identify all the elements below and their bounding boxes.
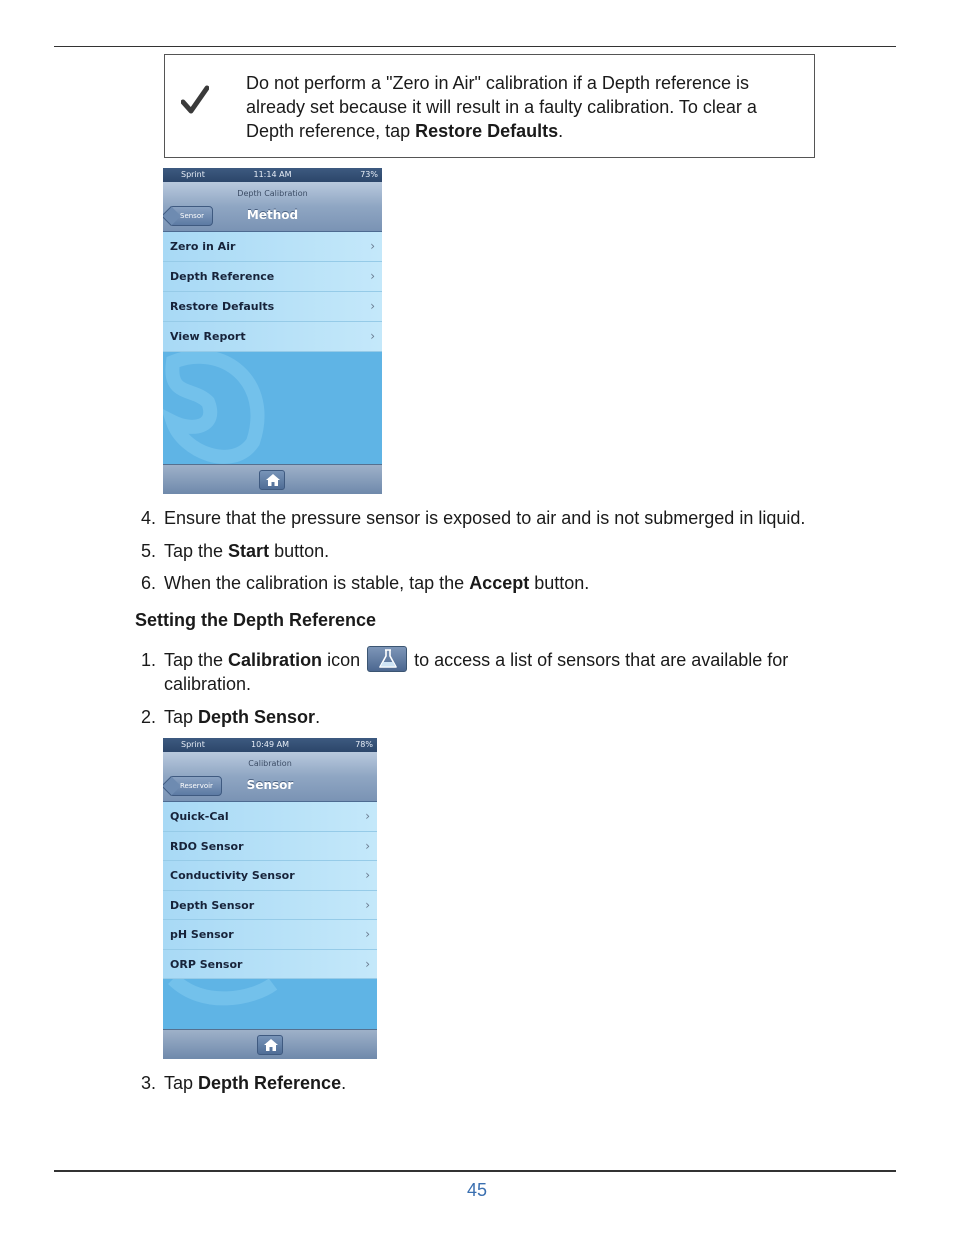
section-heading: Setting the Depth Reference [135, 610, 377, 630]
bottom-toolbar [163, 1029, 377, 1059]
list-item-view-report[interactable]: View Report › [163, 322, 382, 352]
nav-title: Sensor [246, 778, 294, 792]
chevron-right-icon: › [365, 927, 370, 941]
checkmark-icon [181, 85, 209, 115]
header-rule [54, 46, 896, 47]
background-logo-watermark [163, 352, 283, 464]
chevron-right-icon: › [365, 956, 370, 971]
note-box [164, 54, 815, 158]
list-item-quick-cal[interactable]: Quick-Cal › [163, 802, 377, 832]
back-button[interactable]: Reservoir [169, 776, 222, 796]
list-item-orp-sensor[interactable]: ORP Sensor › [163, 950, 377, 980]
battery-label: 73% [360, 170, 378, 179]
background-logo-watermark [163, 979, 283, 1029]
page-number: 45 [466, 1180, 488, 1200]
list-item-conductivity-sensor[interactable]: Conductivity Sensor › [163, 861, 377, 891]
chevron-right-icon: › [365, 809, 370, 823]
chevron-right-icon: › [370, 239, 375, 253]
chevron-right-icon: › [365, 897, 370, 912]
nav-subtitle: Calibration [248, 759, 292, 768]
nav-bar [163, 752, 377, 802]
home-icon [264, 1039, 278, 1051]
nav-bar [163, 182, 382, 232]
battery-label: 78% [355, 740, 373, 749]
list-item-ph-sensor[interactable]: pH Sensor › [163, 920, 377, 950]
clock-label: 10:49 AM [251, 740, 289, 749]
chevron-right-icon: › [370, 269, 375, 283]
chevron-right-icon: › [370, 299, 375, 313]
nav-title: Method [246, 208, 299, 222]
note-text: Do not perform a "Zero in Air" calibration if a Depth reference is already set because it will result in a faulty calibration. To clear a Depth reference, tap Restore Defaults. [246, 73, 757, 141]
chevron-right-icon: › [365, 838, 370, 853]
home-icon [266, 474, 280, 486]
chevron-right-icon: › [365, 868, 370, 882]
carrier-label: Sprint [181, 740, 205, 749]
sensor-list [163, 802, 377, 979]
status-bar [163, 168, 382, 182]
home-button[interactable] [257, 1035, 283, 1055]
list-item-depth-sensor[interactable]: Depth Sensor › [163, 891, 377, 921]
nav-subtitle: Depth Calibration [237, 189, 308, 198]
list-item-restore-defaults[interactable]: Restore Defaults › [163, 292, 382, 322]
method-list [163, 232, 382, 352]
back-button[interactable]: Sensor [169, 206, 213, 226]
chevron-right-icon: › [370, 329, 375, 343]
list-item-zero-in-air[interactable]: Zero in Air › [163, 232, 382, 262]
flask-icon [367, 646, 407, 672]
screenshot-depth-calibration [163, 168, 382, 494]
clock-label: 11:14 AM [253, 170, 292, 179]
screenshot-sensor-list [163, 738, 377, 1059]
footer-rule [54, 1170, 896, 1172]
carrier-label: Sprint [181, 170, 205, 179]
list-item-depth-reference[interactable]: Depth Reference › [163, 262, 382, 292]
bottom-toolbar [163, 464, 382, 494]
status-bar [163, 738, 377, 752]
home-button[interactable] [259, 470, 285, 490]
list-item-rdo-sensor[interactable]: RDO Sensor › [163, 832, 377, 862]
